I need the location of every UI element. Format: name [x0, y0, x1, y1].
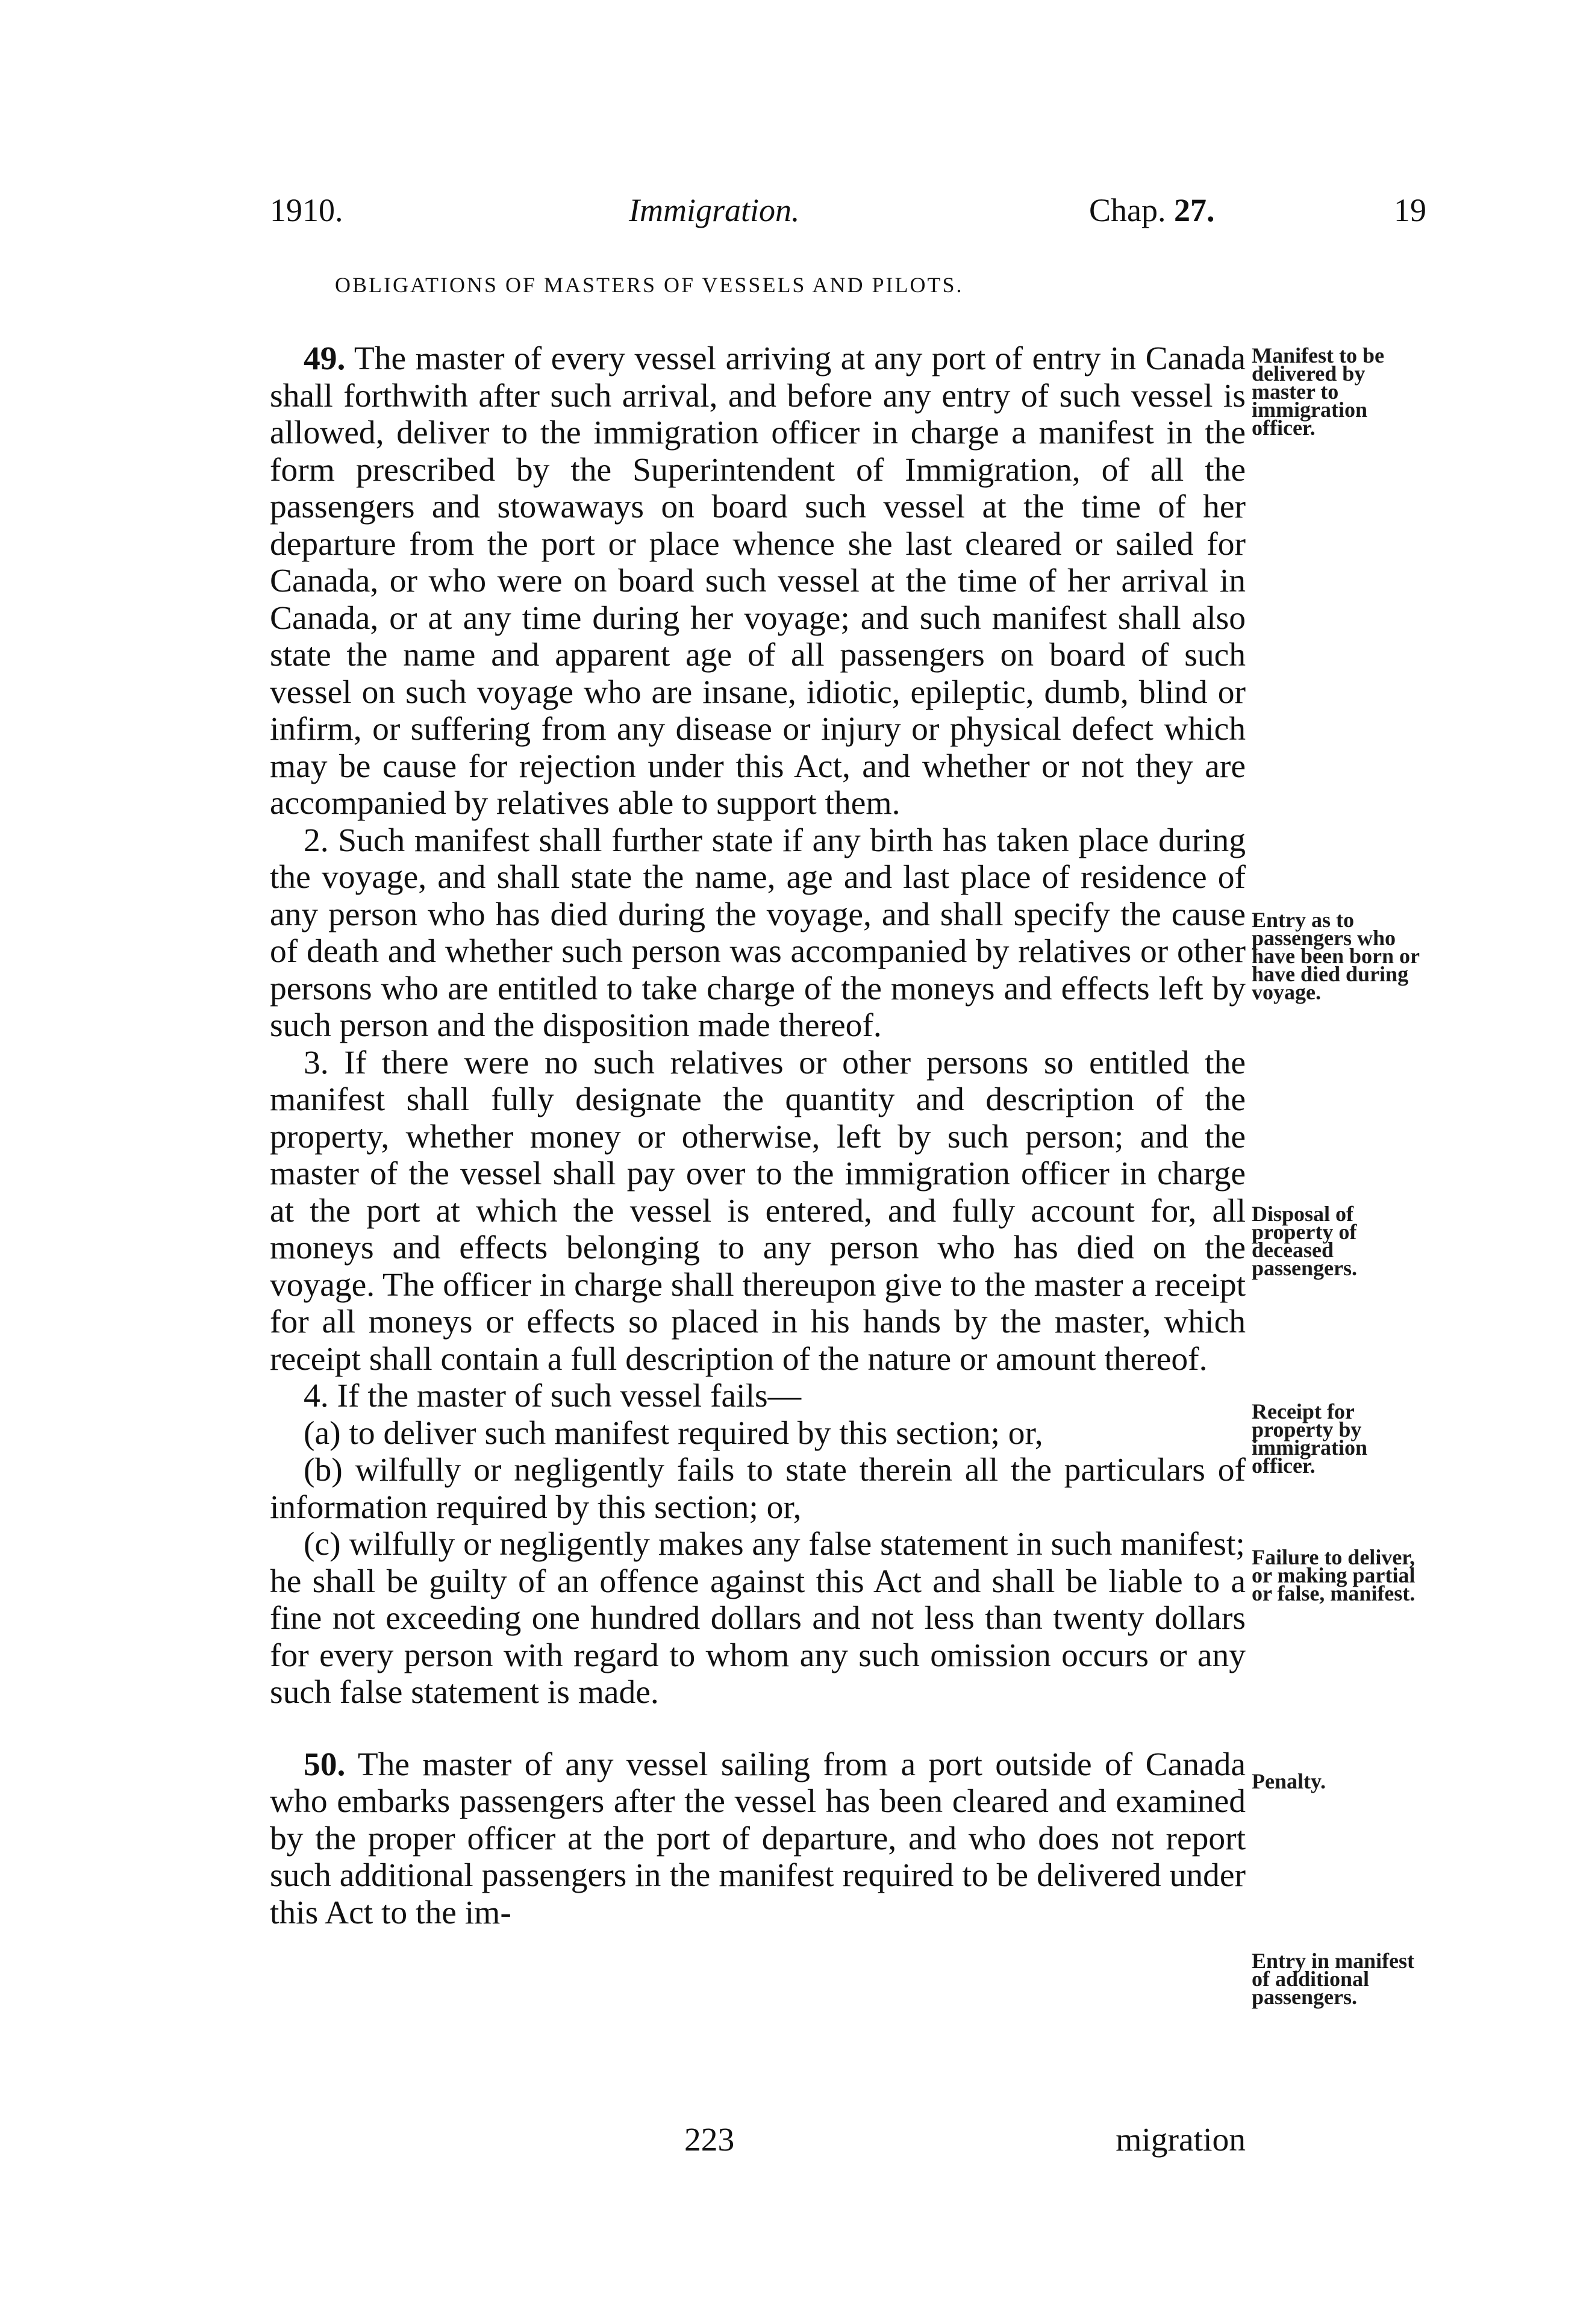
section-50-para — [270, 1746, 1246, 1932]
section-heading: OBLIGATIONS OF MASTERS OF VESSELS AND PILOTS. — [335, 273, 964, 297]
section-49-item-c: (c) wilfully or negligently makes any false statement in such manifest; — [304, 1526, 1245, 1563]
section-50-number: 50. — [304, 1746, 346, 1783]
margin-note-penalty: Penalty. — [1252, 1769, 1326, 1793]
section-gap — [270, 1711, 1246, 1746]
section-49-para-1-text: The master of every vessel arriving at any port of entry in Canada shall forthwith after such arrival, and before any entry of such vessel is allowed, deliver to the immigration officer in charge a manifest in the form prescribed by the Superintendent of Immigration, of all the passengers and stowaways on board such vessel at the time of her departure from the port or place whence she last cleared or sailed for Canada, or who were on board such vessel at the time of her arrival in Canada, or at any time during her voyage; and such manifest shall also state the name and apparent age of all passengers on board of such vessel on such voyage who are insane, idiotic, epileptic, dumb, blind or infirm, or suffering from any disease or injury or physical defect which may be cause for rejection under this Act, and whether or not they are accompanied by relatives able to support them. — [270, 340, 1246, 822]
main-text-column — [270, 340, 1246, 1931]
catchword: migration — [1116, 2122, 1246, 2158]
folio-number: 223 — [684, 2122, 735, 2158]
margin-note-disposal: Disposal of property of deceased passengers. — [1252, 1202, 1358, 1280]
header-page-number: 19 — [1394, 192, 1426, 228]
section-49-para-2: 2. Such manifest shall further state if any birth has taken place during the voyage, and shall state the name, age and last place of residence of any person who has died during the voyage, and shall specify the cause of death and whether such person was accompanied by relatives or other persons who are entitled to take charge of the moneys and effects left by such person and the disposition made thereof. — [270, 822, 1246, 1044]
section-49-para-4-intro: 4. If the master of such vessel fails— — [304, 1378, 802, 1414]
section-49-para-4-close: he shall be guilty of an offence against this Act and shall be liable to a fine not exceeding one hundred dollars and not less than twenty dollars for every person with regard to whom any such omission occurs or any such false statement is made. — [270, 1563, 1246, 1711]
margin-note-manifest: Manifest to be delivered by master to immigration officer. — [1252, 343, 1384, 440]
header-title: Immigration. — [629, 192, 800, 228]
header-chapter-number: 27. — [1174, 192, 1215, 228]
header-chapter-prefix: Chap. — [1089, 192, 1166, 228]
margin-note-entry-additional: Entry in manifest of additional passengers. — [1252, 1949, 1414, 2009]
section-49-para-3: 3. If there were no such relatives or other persons so entitled the manifest shall fully designate the quantity and description of the property, whether money or otherwise, left by such person; and the master of the vessel shall pay over to the immigration officer in charge at the port at which the vessel is entered, and fully account for, all moneys and effects belonging to any person who has died on the voyage. The officer in charge shall thereupon give to the master a receipt for all moneys or effects so placed in his hands by the master, which receipt shall contain a full description of the nature or amount thereof. — [270, 1044, 1246, 1378]
section-49-number: 49. — [304, 340, 346, 377]
section-49-item-b: (b) wilfully or negligently fails to state therein all the particulars of information required by this section; or, — [270, 1452, 1246, 1526]
running-header — [270, 192, 1426, 240]
section-50-text: The master of any vessel sailing from a port outside of Canada who embarks passengers after the vessel has been cleared and examined by the proper officer at the port of departure, and who does not report such additional passengers in the manifest required to be delivered under this Act to the im- — [270, 1746, 1246, 1931]
margin-note-entry-born-died: Entry as to passengers who have been born or have died during voyage. — [1252, 908, 1420, 1004]
section-49-item-a: (a) to deliver such manifest required by this section; or, — [304, 1414, 1043, 1452]
header-year: 1910. — [270, 192, 343, 228]
section-49-para-1 — [270, 340, 1246, 822]
header-chapter — [1089, 192, 1215, 229]
margin-note-failure: Failure to deliver, or making partial or false, manifest. — [1252, 1545, 1416, 1605]
margin-note-receipt: Receipt for property by immigration officer. — [1252, 1399, 1367, 1478]
